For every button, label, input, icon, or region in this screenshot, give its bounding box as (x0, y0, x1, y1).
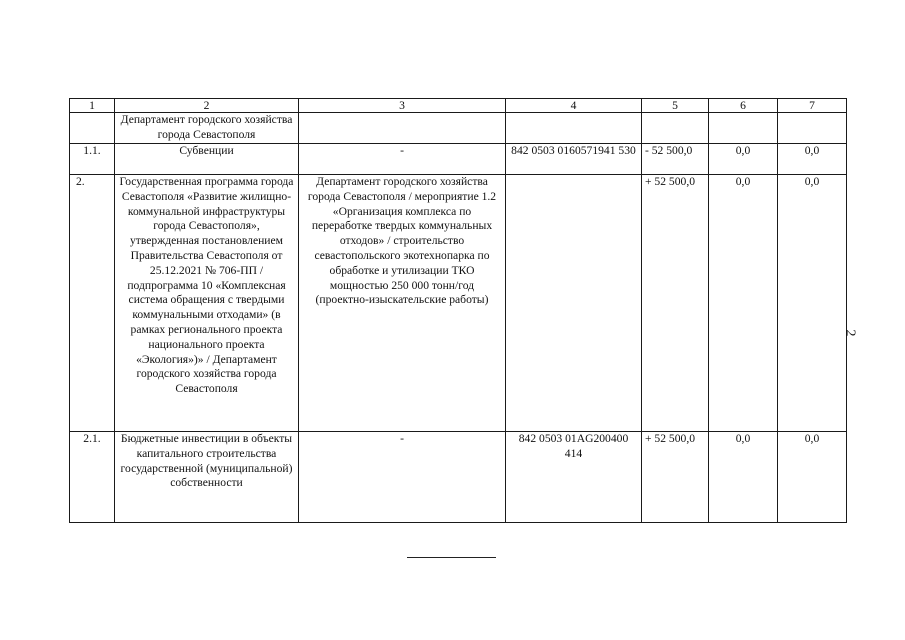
table-header-row (70, 99, 847, 113)
header-cell: 3 (299, 99, 506, 113)
row-col6 (709, 113, 778, 144)
page-number: 2 (842, 329, 858, 337)
row-col7 (778, 113, 847, 144)
row-number (70, 113, 115, 144)
table-row (70, 113, 847, 144)
row-name: Департамент городского хозяйства города Севастополя (115, 113, 299, 144)
row-event (299, 113, 506, 144)
row-event: - (299, 144, 506, 175)
row-name: Бюджетные инвестиции в объекты капитального строительства государственной (муниципальной) собственности (115, 432, 299, 523)
row-col7: 0,0 (778, 175, 847, 432)
header-cell: 4 (506, 99, 642, 113)
table-row (70, 432, 847, 523)
footnote-divider (407, 557, 496, 558)
header-cell: 5 (642, 99, 709, 113)
header-cell: 2 (115, 99, 299, 113)
budget-table (69, 98, 847, 523)
row-code: 842 0503 01AG200400 414 (506, 432, 642, 523)
row-amount: + 52 500,0 (642, 175, 709, 432)
row-number: 2.1. (70, 432, 115, 523)
row-code (506, 175, 642, 432)
row-code: 842 0503 0160571941 530 (506, 144, 642, 175)
row-col6: 0,0 (709, 144, 778, 175)
row-amount: - 52 500,0 (642, 144, 709, 175)
row-col6: 0,0 (709, 432, 778, 523)
header-cell: 7 (778, 99, 847, 113)
row-amount (642, 113, 709, 144)
header-cell: 1 (70, 99, 115, 113)
row-number: 2. (70, 175, 115, 432)
row-name: Государственная программа города Севастополя «Развитие жилищно-коммунальной инфраструктуры города Севастополя», утвержденная постановлением Правительства Севастополя от 25.12.2021 № 706-ПП / подпрограмма 10 «Комплексная система обращения с твердыми коммунальными отходами» (в рамках регионального проекта национального проекта «Экология»)» / Департамент городского хозяйства города Севастополя (115, 175, 299, 432)
row-col7: 0,0 (778, 144, 847, 175)
table-row (70, 144, 847, 175)
row-event: Департамент городского хозяйства города Севастополя / мероприятие 1.2 «Организация комплекса по переработке твердых коммунальных отходов» / строительство севастопольского экотехнопарка по обработке и утилизации ТКО мощностью 250 000 тонн/год (проектно-изыскательские работы) (299, 175, 506, 432)
header-cell: 6 (709, 99, 778, 113)
row-code (506, 113, 642, 144)
row-event: - (299, 432, 506, 523)
row-number: 1.1. (70, 144, 115, 175)
row-col6: 0,0 (709, 175, 778, 432)
row-amount: + 52 500,0 (642, 432, 709, 523)
row-name: Субвенции (115, 144, 299, 175)
row-col7: 0,0 (778, 432, 847, 523)
table-row (70, 175, 847, 432)
